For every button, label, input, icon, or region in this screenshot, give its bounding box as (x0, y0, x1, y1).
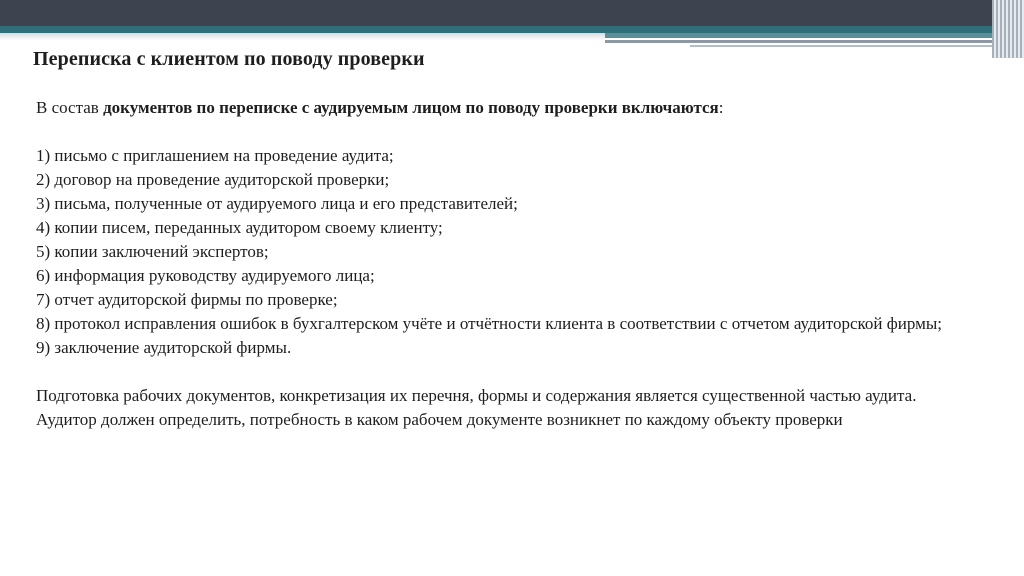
document-list (36, 144, 996, 360)
slide-title: Переписка с клиентом по поводу проверки (33, 48, 425, 70)
closing-paragraph: Подготовка рабочих документов, конкретизация их перечня, формы и содержания является существенной частью аудита. Аудитор должен определить, потребность в каком рабочем документе возникнет по каждому объекту проверки (36, 386, 917, 429)
header-shadow (0, 33, 605, 41)
list-item: 3) письма, полученные от аудируемого лица и его представителей; (36, 194, 518, 213)
intro-prefix: В состав (36, 98, 104, 117)
list-item: 9) заключение аудиторской фирмы. (36, 338, 292, 357)
intro-paragraph (36, 96, 996, 120)
header-bar (0, 0, 1024, 26)
list-item: 8) протокол исправления ошибок в бухгалтерском учёте и отчётности клиента в соответствии с отчетом аудиторской фирмы; (36, 314, 942, 333)
list-item: 7) отчет аудиторской фирмы по проверке; (36, 290, 338, 309)
slide-body (36, 96, 996, 432)
list-item: 5) копии заключений экспертов; (36, 242, 269, 261)
corner-decoration (992, 0, 1024, 58)
list-item: 4) копии писем, переданных аудитором своему клиенту; (36, 218, 443, 237)
header-accent-stripe (0, 26, 1000, 33)
header-accent-stripe-secondary (605, 33, 1000, 38)
header-decor-line (605, 40, 1000, 43)
intro-bold-text: документов по переписке с аудируемым лицом по поводу проверки включаются (103, 98, 719, 117)
list-item: 1) письмо с приглашением на проведение аудита; (36, 146, 394, 165)
list-item: 6) информация руководству аудируемого лица; (36, 266, 375, 285)
intro-suffix: : (718, 98, 724, 117)
header-decor-line-thin (690, 45, 1000, 47)
list-item: 2) договор на проведение аудиторской проверки; (36, 170, 390, 189)
